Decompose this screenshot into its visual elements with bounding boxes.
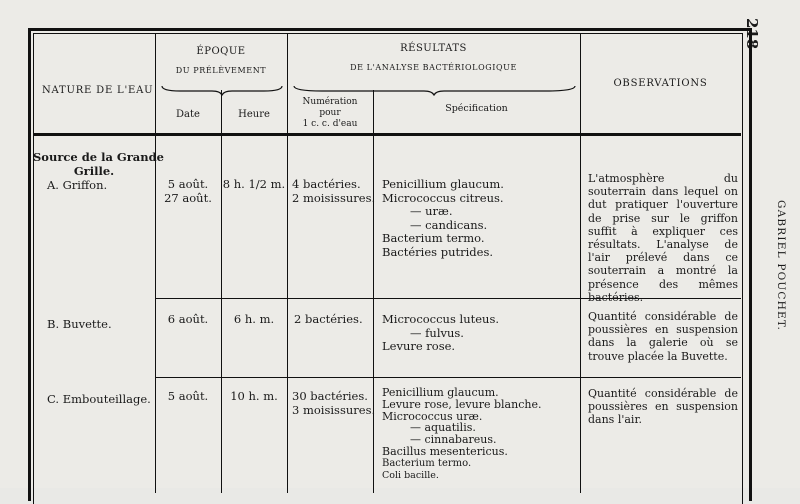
numeration-value: 3 moisissures. <box>292 402 376 417</box>
source-title <box>33 150 164 178</box>
species-line: Bacterium termo. <box>382 457 472 469</box>
column-rule <box>580 33 581 493</box>
species-line: Micrococcus uræ. <box>382 409 483 423</box>
row-c-date: 5 août. <box>167 389 209 403</box>
resultats-brace <box>292 84 577 96</box>
row-c-numeration <box>292 390 375 417</box>
row-b-nature: B. Buvette. <box>47 317 112 331</box>
header-specification: Spécification <box>445 103 508 114</box>
header-heure: Heure <box>238 109 270 120</box>
row-c-nature: C. Embouteillage. <box>47 392 151 406</box>
row-b-numeration: 2 bactéries. <box>294 312 363 326</box>
column-rule <box>373 90 374 493</box>
source-title-line: Grille. <box>73 163 115 178</box>
row-rule <box>580 377 741 378</box>
row-a-specification <box>382 178 504 259</box>
header-resultats-sub: DE L'ANALYSE BACTÉRIOLOGIQUE <box>350 63 517 72</box>
row-b-heure: 6 h. m. <box>233 312 275 326</box>
numeration-line: 1 c. c. d'eau <box>302 119 358 129</box>
row-c-observations: Quantité considérable de poussières en suspension dans l'air. <box>588 387 738 427</box>
column-rule <box>221 90 222 493</box>
header-epoque: ÉPOQUE <box>196 46 246 57</box>
species-line: Micrococcus citreus. <box>382 190 504 205</box>
numeration-line: Numération <box>302 97 358 107</box>
species-line: Coli bacille. <box>382 469 439 481</box>
header-observations: OBSERVATIONS <box>613 78 708 89</box>
row-b-specification <box>382 313 499 354</box>
row-a-observations: L'atmosphère du souterrain dans lequel on dut pratiquer l'ouverture de prise sur le griffon suffit à expliquer ces résultats. L'analyse de l'air prélevé dans ce souterrain a montré la présence des mêmes bactéries. <box>588 172 738 304</box>
column-rule <box>155 33 156 493</box>
header-nature: NATURE DE L'EAU <box>42 85 154 96</box>
row-b-observations: Quantité considérable de poussières en suspension dans la galerie où se trouve placée la Buvette. <box>588 310 738 363</box>
species-line: Bacillus mesentericus. <box>382 444 508 458</box>
species-line: — candicans. <box>410 217 488 232</box>
row-c-specification <box>382 387 541 481</box>
epoque-brace <box>160 84 284 96</box>
header-bottom-rule <box>33 133 741 136</box>
row-a-heure: 8 h. 1/2 m. <box>222 177 286 191</box>
header-resultats: RÉSULTATS <box>400 43 467 54</box>
species-line: Bacterium termo. <box>382 231 485 245</box>
row-c-heure: 10 h. m. <box>230 389 278 403</box>
row-rule <box>155 377 580 378</box>
species-line: — cinnabareus. <box>410 433 497 447</box>
row-a-date <box>155 178 221 205</box>
header-date: Date <box>176 109 200 120</box>
row-a-nature: A. Griffon. <box>47 178 108 192</box>
source-title-line: Source de la Grande <box>33 150 164 164</box>
date-line: 27 août. <box>164 190 212 205</box>
species-line: — aquatilis. <box>410 421 476 435</box>
species-line: — uræ. <box>410 204 453 218</box>
species-line: Micrococcus luteus. <box>382 312 499 326</box>
row-a-numeration <box>292 178 375 205</box>
date-line: 5 août. <box>167 177 209 191</box>
header-numeration <box>287 97 373 130</box>
header-epoque-sub: DU PRÉLÈVEMENT <box>175 66 267 75</box>
numeration-value: 4 bactéries. <box>292 177 361 191</box>
page-number: 218 <box>743 18 761 50</box>
species-line: Levure rose, levure blanche. <box>382 397 542 411</box>
numeration-line: pour <box>319 108 341 118</box>
numeration-value: 2 moisissures. <box>292 190 376 205</box>
species-line: Penicillium glaucum. <box>382 177 504 191</box>
numeration-value: 30 bactéries. <box>292 389 368 403</box>
species-line: Penicillium glaucum. <box>382 386 499 399</box>
species-line: Levure rose. <box>382 339 456 353</box>
species-line: — fulvus. <box>410 325 464 340</box>
running-head: GABRIEL POUCHET. <box>775 200 787 332</box>
species-line: Bactéries putrides. <box>382 244 494 259</box>
row-rule <box>155 298 580 299</box>
row-b-date: 6 août. <box>167 312 209 326</box>
